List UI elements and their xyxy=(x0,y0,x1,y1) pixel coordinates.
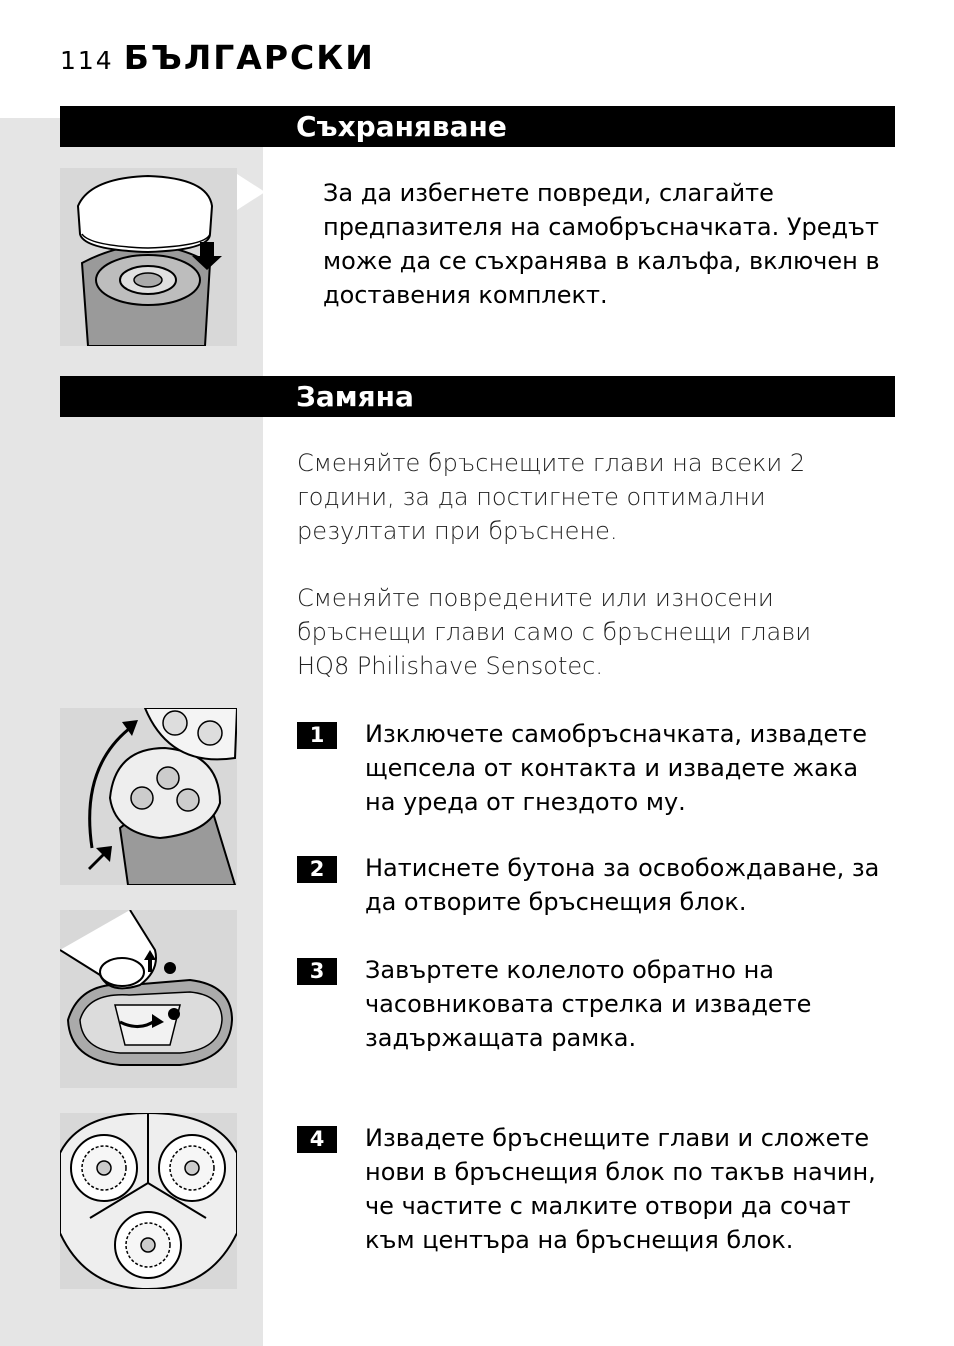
step-2-text: Натиснете бутона за освобождаване, за да отворите бръснещия блок. xyxy=(365,854,880,916)
step-3-number: 3 xyxy=(297,958,337,985)
page-number: 114 xyxy=(60,46,114,75)
page-language: БЪЛГАРСКИ xyxy=(123,38,375,77)
step-4-text: Извадете бръснещите глави и сложете нови в бръснещия блок по такъв начин, че частите с малките отвори да сочат към центъра на бръснещия блок. xyxy=(365,1124,876,1254)
step-3 xyxy=(297,953,885,1079)
step-4 xyxy=(297,1121,885,1281)
replacement-paragraph-1: Сменяйте бръснещите глави на всеки 2 години, за да постигнете оптимални резултати при бръснене. xyxy=(297,449,806,545)
section-title-storage: Съхраняване xyxy=(60,106,895,147)
step-3-text: Завъртете колелото обратно на часовниковата стрелка и извадете задържащата рамка. xyxy=(365,956,812,1052)
step-1-number: 1 xyxy=(297,722,337,749)
step-1 xyxy=(297,717,885,843)
page-header xyxy=(60,38,375,77)
illustration-retaining-frame xyxy=(60,910,237,1088)
illustration-shaver-cap xyxy=(60,168,237,346)
illustration-shaving-heads xyxy=(60,1113,237,1289)
illustration-open-shaver xyxy=(60,708,237,885)
step-1-text: Изключете самобръсначката, извадете щепсела от контакта и извадете жака на уреда от гнездото му. xyxy=(365,720,867,816)
step-2 xyxy=(297,851,885,943)
storage-text: За да избегнете повреди, слагайте предпазителя на самобръсначката. Уредът може да се съхранява в калъфа, включен в доставения комплект. xyxy=(323,179,880,309)
section-title-replacement: Замяна xyxy=(60,376,895,417)
illustration-notch xyxy=(237,174,265,210)
replacement-paragraph-2: Сменяйте повредените или износени бръснещи глави само с бръснещи глави HQ8 Philishave Sensotec. xyxy=(297,584,812,680)
step-4-number: 4 xyxy=(297,1126,337,1153)
step-2-number: 2 xyxy=(297,856,337,883)
